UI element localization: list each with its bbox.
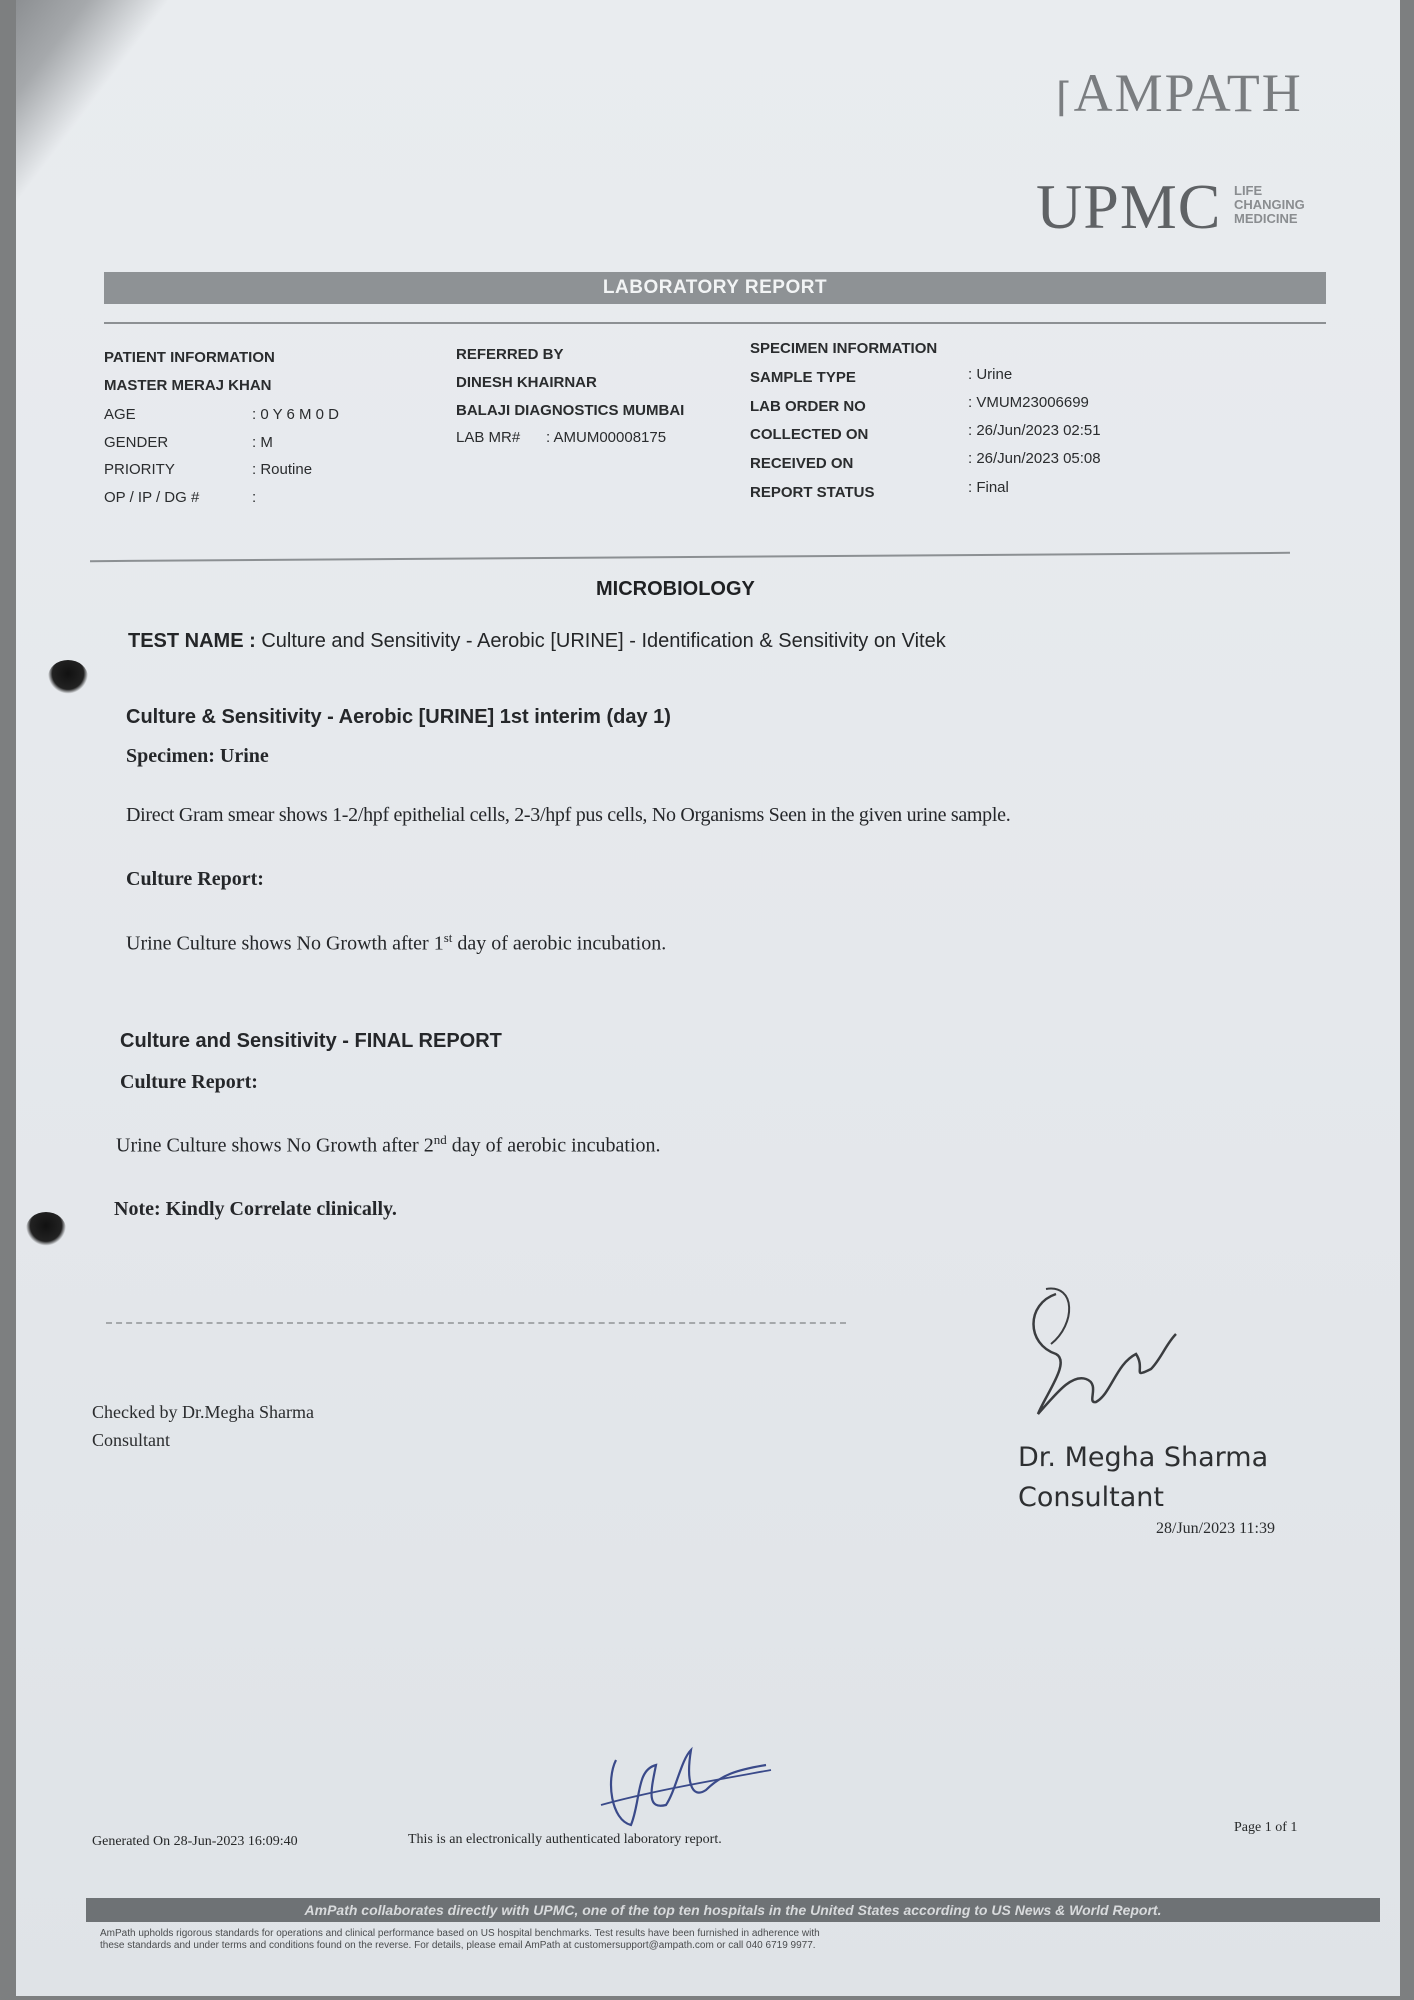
ampath-mark-icon: ⌈ [1056,75,1074,120]
final-report-title: Culture and Sensitivity - FINAL REPORT [120,1030,502,1052]
lab-mr-label: LAB MR# [456,429,521,446]
referred-by-heading: REFERRED BY [456,346,564,363]
ampath-logo-text: AMPATH [1073,63,1303,123]
culture-report-label: Culture Report: [126,868,264,890]
op-ip-value: : [252,489,257,506]
age-label: AGE [104,406,136,423]
clinical-note: Note: Kindly Correlate clinically. [114,1198,397,1220]
generated-on: Generated On 28-Jun-2023 16:09:40 [92,1834,298,1849]
signed-timestamp: 28/Jun/2023 11:39 [1156,1520,1275,1537]
day2-culture-result [116,1132,661,1158]
report-status-value: : Final [968,479,1009,496]
doctor-role: Consultant [1018,1482,1164,1513]
test-name-value: Culture and Sensitivity - Aerobic [URINE] - Identification & Sensitivity on Vitek [261,630,946,652]
info-divider [90,552,1290,562]
ampath-logo [1056,62,1303,124]
page-fold-shadow [16,0,193,213]
doctor-signature [1016,1284,1196,1434]
test-name-label: TEST NAME : [128,630,256,652]
lab-order-label: LAB ORDER NO [750,398,866,415]
disclaimer-line: AmPath upholds rigorous standards for operations and clinical performance based on US hospital benchmarks. Test results have been furnished in adherence with [100,1928,820,1939]
collected-on-value: : 26/Jun/2023 02:51 [968,422,1101,439]
day1-ordinal: st [443,930,453,945]
gender-value: : M [252,434,273,451]
upmc-tagline [1234,184,1305,226]
day2-text-end: day of aerobic incubation. [446,1134,661,1157]
gram-smear-result: Direct Gram smear shows 1-2/hpf epithelial cells, 2-3/hpf pus cells, No Organisms Seen in the given urine sample. [126,804,1011,826]
day1-text-end: day of aerobic incubation. [452,932,667,955]
disclaimer [100,1928,1370,1952]
test-name-line [128,630,946,653]
priority-label: PRIORITY [104,461,175,478]
collected-on-label: COLLECTED ON [750,426,869,443]
disclaimer-line: these standards and under terms and conditions found on the reverse. For details, please email AmPath at customersupport@ampath.com or call 040 6719 9977. [100,1940,816,1951]
received-on-value: : 26/Jun/2023 05:08 [968,450,1101,467]
doctor-name: Dr. Megha Sharma [1018,1442,1269,1473]
upmc-tagline-line: LIFE [1234,183,1263,198]
day1-text: Urine Culture shows No Growth after 1 [126,932,444,955]
age-value: : 0 Y 6 M 0 D [252,406,339,423]
ampath-upmc-banner: AmPath collaborates directly with UPMC, one of the top ten hospitals in the United States according to US News & World Report. [86,1898,1380,1922]
department-title: MICROBIOLOGY [596,578,755,600]
checked-by: Checked by Dr.Megha Sharma [92,1402,314,1422]
lab-order-value: : VMUM23006699 [968,394,1089,411]
day2-ordinal: nd [433,1132,447,1147]
patient-info-heading: PATIENT INFORMATION [104,349,275,366]
authenticator-signature [596,1730,786,1840]
laboratory-report-banner: LABORATORY REPORT [104,272,1326,304]
upmc-tagline-line: MEDICINE [1234,211,1298,226]
upmc-logo: UPMC [1036,171,1222,242]
sample-type-value: : Urine [968,366,1013,383]
lab-mr-value: : AMUM00008175 [546,429,667,446]
referring-doctor: DINESH KHAIRNAR [456,374,597,391]
gender-label: GENDER [104,434,169,451]
punch-hole-mark [48,660,88,694]
patient-name: MASTER MERAJ KHAN [104,377,272,394]
interim-title: Culture & Sensitivity - Aerobic [URINE] 1st interim (day 1) [126,706,671,728]
priority-value: : Routine [252,461,313,478]
specimen-line: Specimen: Urine [126,745,269,767]
received-on-label: RECEIVED ON [750,455,854,472]
report-sheet [16,0,1400,1996]
culture-report-label: Culture Report: [120,1071,258,1093]
header-divider [104,322,1326,324]
referring-center: BALAJI DIAGNOSTICS MUMBAI [456,402,685,419]
report-status-label: REPORT STATUS [750,484,875,501]
faint-divider [106,1322,846,1324]
sample-type-label: SAMPLE TYPE [750,369,856,386]
day2-text: Urine Culture shows No Growth after 2 [116,1134,434,1157]
page-number: Page 1 of 1 [1234,1820,1298,1835]
day1-culture-result [126,930,666,956]
checked-by-role: Consultant [92,1430,171,1450]
upmc-tagline-line: CHANGING [1234,197,1305,212]
punch-hole-mark [26,1212,66,1246]
op-ip-label: OP / IP / DG # [104,489,200,506]
authentication-note: This is an electronically authenticated laboratory report. [408,1832,722,1847]
specimen-info-heading: SPECIMEN INFORMATION [750,340,938,357]
